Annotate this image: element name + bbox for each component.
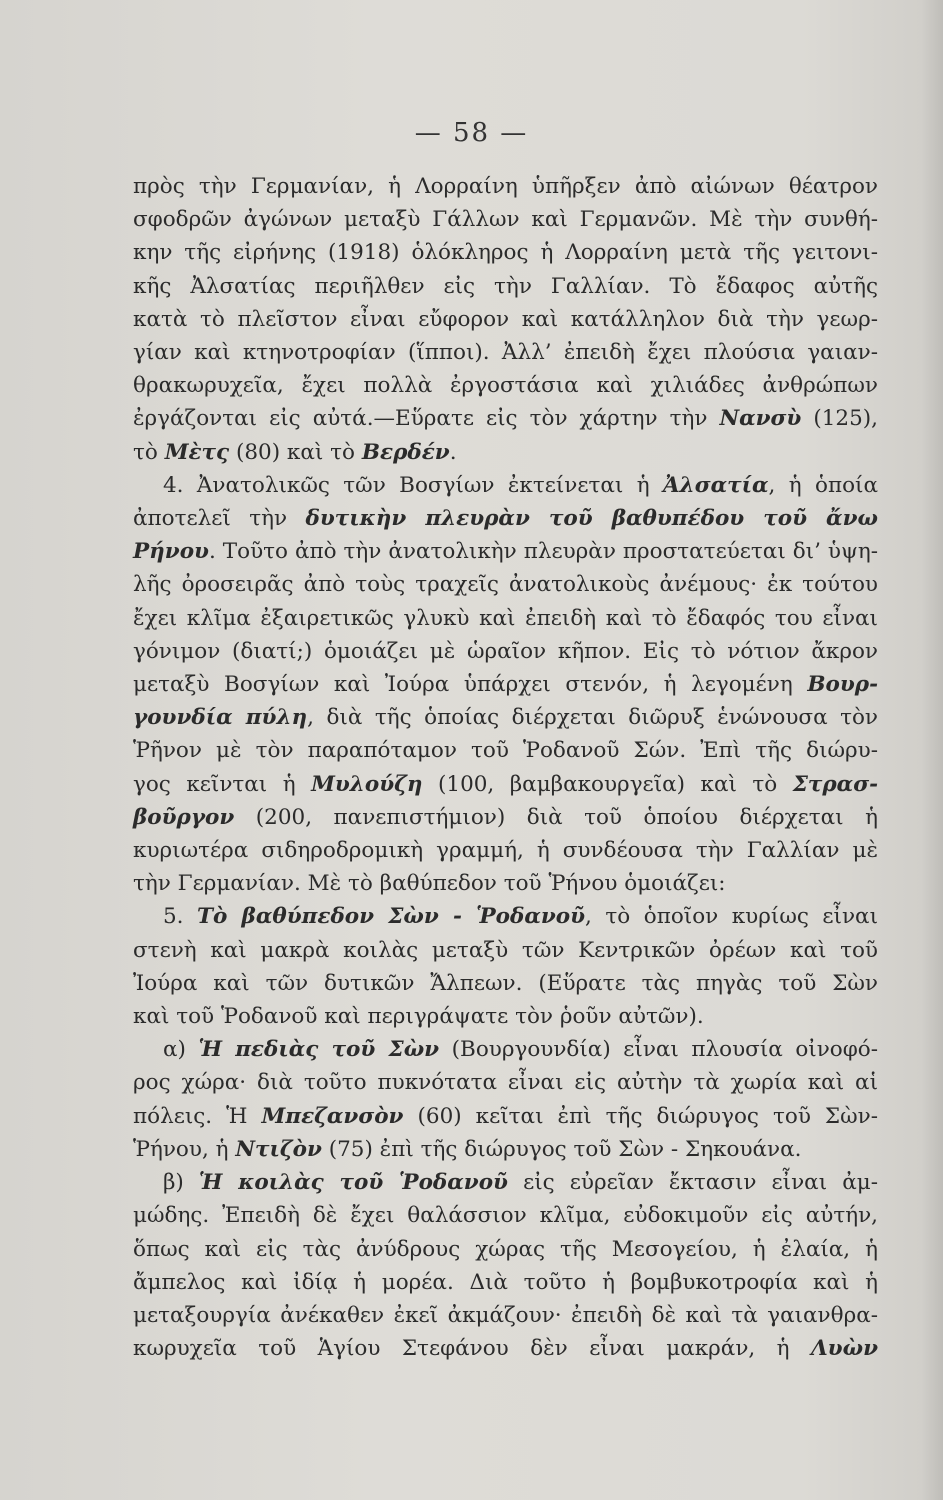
text-run: (75) ἐπὶ τῆς διώρυγος τοῦ Σὼν - Σηκουάνα.: [321, 1136, 802, 1162]
text-run: μεταξουργία ἀνέκαθεν ἐκεῖ ἀκμάζουν· ἐπειδὴ δὲ καὶ τὰ γαιανθρα-: [133, 1302, 878, 1328]
text-run: γος κεῖνται ἡ: [133, 771, 312, 797]
emphasized-term: Ντιζὸν: [235, 1136, 322, 1162]
text-line: [133, 1166, 878, 1199]
text-run: Ἰούρα καὶ τῶν δυτικῶν Ἄλπεων. (Εὕρατε τὰς πηγὰς τοῦ Σὼν: [133, 970, 878, 996]
text-line: [133, 1066, 878, 1099]
text-line: [133, 1100, 878, 1133]
text-run: κατὰ τὸ πλεῖστον εἶναι εὔφορον καὶ κατάλληλον διὰ τὴν γεωρ-: [133, 306, 878, 332]
text-line: [133, 436, 878, 469]
text-line: [133, 768, 878, 801]
emphasized-term: γουνδία πύλη: [133, 705, 308, 731]
page-edge-shadow: [921, 0, 943, 1500]
emphasized-term: Μπεζανσὸν: [261, 1103, 404, 1129]
text-run: εἰς εὐρεῖαν ἔκτασιν εἶναι ἀμ-: [507, 1170, 878, 1196]
text-line: [133, 967, 878, 1000]
text-line: [133, 336, 878, 369]
emphasized-term: Τὸ βαθύπεδον Σὼν - Ῥοδανοῦ: [197, 904, 586, 930]
text-line: [133, 203, 878, 236]
emphasized-term: δυτικὴν πλευρὰν τοῦ βαθυπέδου τοῦ ἄνω: [305, 506, 878, 532]
emphasized-term: Στρασ-: [792, 771, 878, 797]
emphasized-term: Ἡ κοιλὰς τοῦ Ῥοδανοῦ: [198, 1170, 508, 1196]
emphasized-term: Λυὼν: [811, 1336, 878, 1362]
text-run: κωρυχεῖα τοῦ Ἁγίου Στεφάνου δὲν εἶναι μακράν, ἡ: [133, 1336, 811, 1362]
text-run: (200, πανεπιστήμιον) διὰ τοῦ ὁποίου διέρχεται ἡ: [234, 804, 878, 830]
text-line: [133, 867, 878, 900]
text-line: [133, 701, 878, 734]
page-number: — 58 —: [414, 118, 529, 148]
text-run: ἄμπελος καὶ ἰδίᾳ ἡ μορέα. Διὰ τοῦτο ἡ βομβυκοτροφία καὶ ἡ: [133, 1269, 878, 1295]
text-line: [133, 535, 878, 568]
text-run: 5.: [163, 904, 198, 930]
text-run: γόνιμον (διατί;) ὁμοιάζει μὲ ὡραῖον κῆπον. Εἰς τὸ νότιον ἄκρον: [133, 638, 878, 664]
text-line: [133, 1033, 878, 1066]
emphasized-term: Βερδέν: [361, 439, 450, 465]
text-line: [133, 1332, 878, 1365]
text-line: [133, 668, 878, 701]
text-line: [133, 1199, 878, 1232]
text-run: .: [449, 439, 457, 465]
text-run: ἀποτελεῖ τὴν: [133, 506, 306, 532]
text-run: θρακωρυχεῖα, ἔχει πολλὰ ἐργοστάσια καὶ χιλιάδες ἀνθρώπων: [133, 373, 878, 399]
text-run: τὴν Γερμανίαν. Μὲ τὸ βαθύπεδον τοῦ Ῥήνου ὁμοιάζει:: [133, 871, 726, 897]
text-run: ἔχει κλῖμα ἐξαιρετικῶς γλυκὺ καὶ ἐπειδὴ καὶ τὸ ἔδαφός του εἶναι: [133, 605, 878, 631]
text-run: Ῥῆνον μὲ τὸν παραπόταμον τοῦ Ῥοδανοῦ Σών. Ἐπὶ τῆς διώρυ-: [133, 738, 878, 764]
emphasized-term: Μὲτς: [164, 439, 230, 465]
text-run: 4. Ἀνατολικῶς τῶν Βοσγίων ἐκτείνεται ἡ: [163, 472, 663, 498]
text-run: . Τοῦτο ἀπὸ τὴν ἀνατολικὴν πλευρὰν προστατεύεται δι’ ὑψη-: [208, 539, 878, 565]
text-line: [133, 1133, 878, 1166]
text-run: α): [163, 1037, 199, 1063]
text-line: [133, 369, 878, 402]
text-line: [133, 900, 878, 933]
text-line: [133, 602, 878, 635]
text-run: στενὴ καὶ μακρὰ κοιλὰς μεταξὺ τῶν Κεντρικῶν ὀρέων καὶ τοῦ: [133, 937, 878, 963]
text-line: [133, 502, 878, 535]
text-run: , διὰ τῆς ὁποίας διέρχεται διῶρυξ ἑνώνουσα τὸν: [307, 705, 878, 731]
text-run: μώδης. Ἐπειδὴ δὲ ἔχει θαλάσσιον κλῖμα, εὐδοκιμοῦν εἰς αὐτήν,: [133, 1203, 878, 1229]
emphasized-term: Ἀλσατία: [662, 472, 769, 498]
text-line: [133, 1299, 878, 1332]
text-line: [133, 734, 878, 767]
text-line: [133, 568, 878, 601]
text-run: γίαν καὶ κτηνοτροφίαν (ἵπποι). Ἀλλ’ ἐπειδὴ ἔχει πλούσια γαιαν-: [133, 340, 878, 366]
text-line: [133, 834, 878, 867]
text-run: ἐργάζονται εἰς αὐτά.—Εὕρατε εἰς τὸν χάρτην τὴν: [133, 406, 720, 432]
text-line: [133, 270, 878, 303]
text-run: κυριωτέρα σιδηροδρομικὴ γραμμή, ἡ συνδέουσα τὴν Γαλλίαν μὲ: [133, 838, 878, 864]
text-line: [133, 801, 878, 834]
text-line: [133, 170, 878, 203]
text-run: σφοδρῶν ἀγώνων μεταξὺ Γάλλων καὶ Γερμανῶν. Μὲ τὴν συνθή-: [133, 207, 878, 233]
text-run: ρος χώρα· διὰ τοῦτο πυκνότατα εἶναι εἰς αὐτὴν τὰ χωρία καὶ αἱ: [133, 1070, 878, 1096]
text-run: β): [163, 1170, 199, 1196]
text-run: (125),: [801, 406, 878, 432]
text-line: [133, 469, 878, 502]
text-line: [133, 1266, 878, 1299]
text-run: (Βουργουνδία) εἶναι πλουσία οἰνοφό-: [439, 1037, 879, 1063]
body-text: [133, 170, 878, 1365]
text-run: καὶ τοῦ Ῥοδανοῦ καὶ περιγράψατε τὸν ῥοῦν αὐτῶν).: [133, 1004, 704, 1030]
text-run: κῆς Ἀλσατίας περιῆλθεν εἰς τὴν Γαλλίαν. Τὸ ἔδαφος αὐτῆς: [133, 273, 878, 299]
text-line: [133, 236, 878, 269]
text-line: [133, 402, 878, 435]
text-run: μεταξὺ Βοσγίων καὶ Ἰούρα ὑπάρχει στενόν, ἡ λεγομένη: [133, 672, 808, 698]
text-run: (60) κεῖται ἐπὶ τῆς διώρυγος τοῦ Σὼν-: [403, 1103, 878, 1129]
text-run: , ἡ ὁποία: [768, 472, 878, 498]
text-run: πόλεις. Ἡ: [133, 1103, 262, 1129]
text-line: [133, 303, 878, 336]
text-run: τὸ: [133, 439, 165, 465]
emphasized-term: Μυλούζη: [311, 771, 423, 797]
text-line: [133, 934, 878, 967]
emphasized-term: Ρήνου: [133, 539, 209, 565]
text-run: Ῥήνου, ἡ: [133, 1136, 236, 1162]
text-line: [133, 635, 878, 668]
emphasized-term: Νανσὺ: [719, 406, 802, 432]
emphasized-term: βοῦργον: [133, 804, 235, 830]
text-line: [133, 1233, 878, 1266]
text-run: πρὸς τὴν Γερμανίαν, ἡ Λορραίνη ὑπῆρξεν ἀπὸ αἰώνων θέατρον: [133, 174, 878, 199]
text-run: (80) καὶ τὸ: [229, 439, 362, 465]
text-run: κην τῆς εἰρήνης (1918) ὁλόκληρος ἡ Λορραίνη μετὰ τῆς γειτονι-: [133, 240, 878, 266]
text-run: , τὸ ὁποῖον κυρίως εἶναι: [585, 904, 878, 930]
emphasized-term: Βουρ-: [807, 672, 878, 698]
text-run: λῆς ὀροσειρᾶς ἀπὸ τοὺς τραχεῖς ἀνατολικοὺς ἀνέμους· ἐκ τούτου: [133, 572, 878, 598]
emphasized-term: Ἡ πεδιὰς τοῦ Σὼν: [198, 1037, 440, 1063]
text-run: ὅπως καὶ εἰς τὰς ἀνύδρους χώρας τῆς Μεσογείου, ἡ ἐλαία, ἡ: [133, 1236, 878, 1262]
text-line: [133, 1000, 878, 1033]
text-run: (100, βαμβακουργεῖα) καὶ τὸ: [422, 771, 793, 797]
